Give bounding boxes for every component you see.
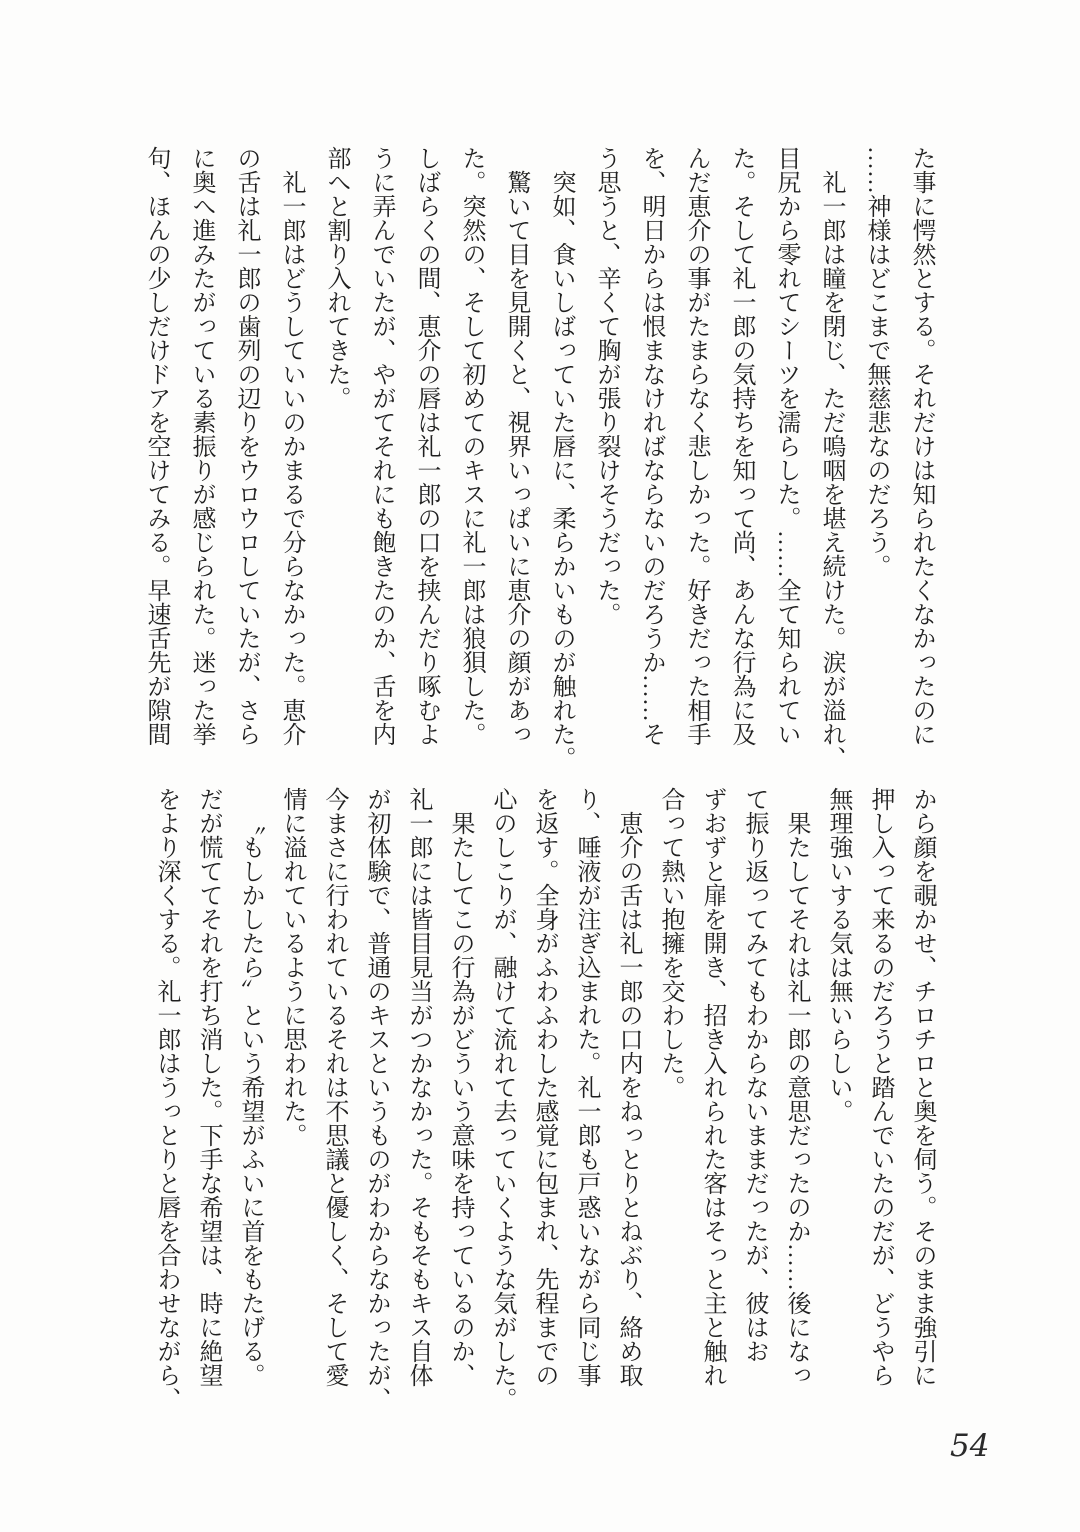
text-line: を、明日からは恨まなければならないのだろうか……そ	[638, 146, 664, 746]
text-line: を返す。全身がふわふわした感覚に包まれ、先程までの	[531, 787, 557, 1387]
text-line: 目尻から零れてシーツを濡らした。……全て知られてい	[773, 146, 799, 746]
text-line: う思うと、辛くて胸が張り裂けそうだった。	[593, 146, 619, 626]
text-line: が初体験で、普通のキスというものがわからなかったが、	[363, 787, 389, 1411]
text-line: 驚いて目を見開くと、視界いっぱいに恵介の顔があっ	[503, 170, 529, 746]
text-line: 押し入って来るのだろうと踏んでいたのだが、どうやら	[867, 787, 893, 1387]
page-number: 54	[950, 1428, 990, 1464]
text-line: 礼一郎は瞳を閉じ、ただ嗚咽を堪え続けた。涙が溢れ、	[818, 170, 844, 770]
text-line: 礼一郎には皆目見当がつかなかった。そもそもキス自体	[405, 787, 431, 1387]
text-line: 〝もしかしたら〟という希望がふいに首をもたげる。	[237, 811, 263, 1387]
text-line: 無理強いする気は無いらしい。	[825, 787, 851, 1123]
text-line: 心のしこりが、融けて流れて去っていくような気がした。	[489, 787, 515, 1411]
text-line: んだ恵介の事がたまらなく悲しかった。好きだった相手	[683, 146, 709, 746]
text-line: をより深くする。礼一郎はうっとりと唇を合わせながら、	[153, 787, 179, 1411]
text-block-bottom	[145, 787, 943, 1411]
text-line: た。そして礼一郎の気持ちを知って尚、あんな行為に及	[728, 146, 754, 746]
text-block-top	[133, 146, 943, 770]
text-line: 礼一郎はどうしていいのかまるで分らなかった。恵介	[278, 170, 304, 746]
text-line: に奥へ進みたがっている素振りが感じられた。迷った挙	[188, 146, 214, 746]
text-line: 今まさに行われているそれは不思議と優しく、そして愛	[321, 787, 347, 1387]
text-line: 恵介の舌は礼一郎の口内をねっとりとねぶり、絡め取	[615, 811, 641, 1387]
text-line: 合って熱い抱擁を交わした。	[657, 787, 683, 1099]
text-line: 果たしてこの行為がどういう意味を持っているのか、	[447, 811, 473, 1387]
text-line: しばらくの間、恵介の唇は礼一郎の口を挟んだり啄むよ	[413, 146, 439, 746]
text-line: た。突然の、そして初めてのキスに礼一郎は狼狽した。	[458, 146, 484, 746]
text-line: の舌は礼一郎の歯列の辺りをウロウロしていたが、さら	[233, 146, 259, 746]
text-line: から顔を覗かせ、チロチロと奥を伺う。そのまま強引に	[909, 787, 935, 1387]
text-line: 句、ほんの少しだけドアを空けてみる。早速舌先が隙間	[143, 146, 169, 746]
text-line: 突如、食いしばっていた唇に、柔らかいものが触れた。	[548, 170, 574, 770]
text-line: だが慌ててそれを打ち消した。下手な希望は、時に絶望	[195, 787, 221, 1387]
text-line: て振り返ってみてもわからないままだったが、彼はお	[741, 787, 767, 1363]
text-line: 情に溢れているように思われた。	[279, 787, 305, 1147]
text-line: ……神様はどこまで無慈悲なのだろう。	[863, 146, 889, 578]
text-line: 部へと割り入れてきた。	[323, 146, 349, 410]
text-line: り、唾液が注ぎ込まれた。礼一郎も戸惑いながら同じ事	[573, 787, 599, 1387]
text-line: うに弄んでいたが、やがてそれにも飽きたのか、舌を内	[368, 146, 394, 746]
text-line: ずおずと扉を開き、招き入れられた客はそっと主と触れ	[699, 787, 725, 1387]
text-line: 果たしてそれは礼一郎の意思だったのか……後になっ	[783, 811, 809, 1387]
text-line: た事に愕然とする。それだけは知られたくなかったのに	[908, 146, 934, 746]
